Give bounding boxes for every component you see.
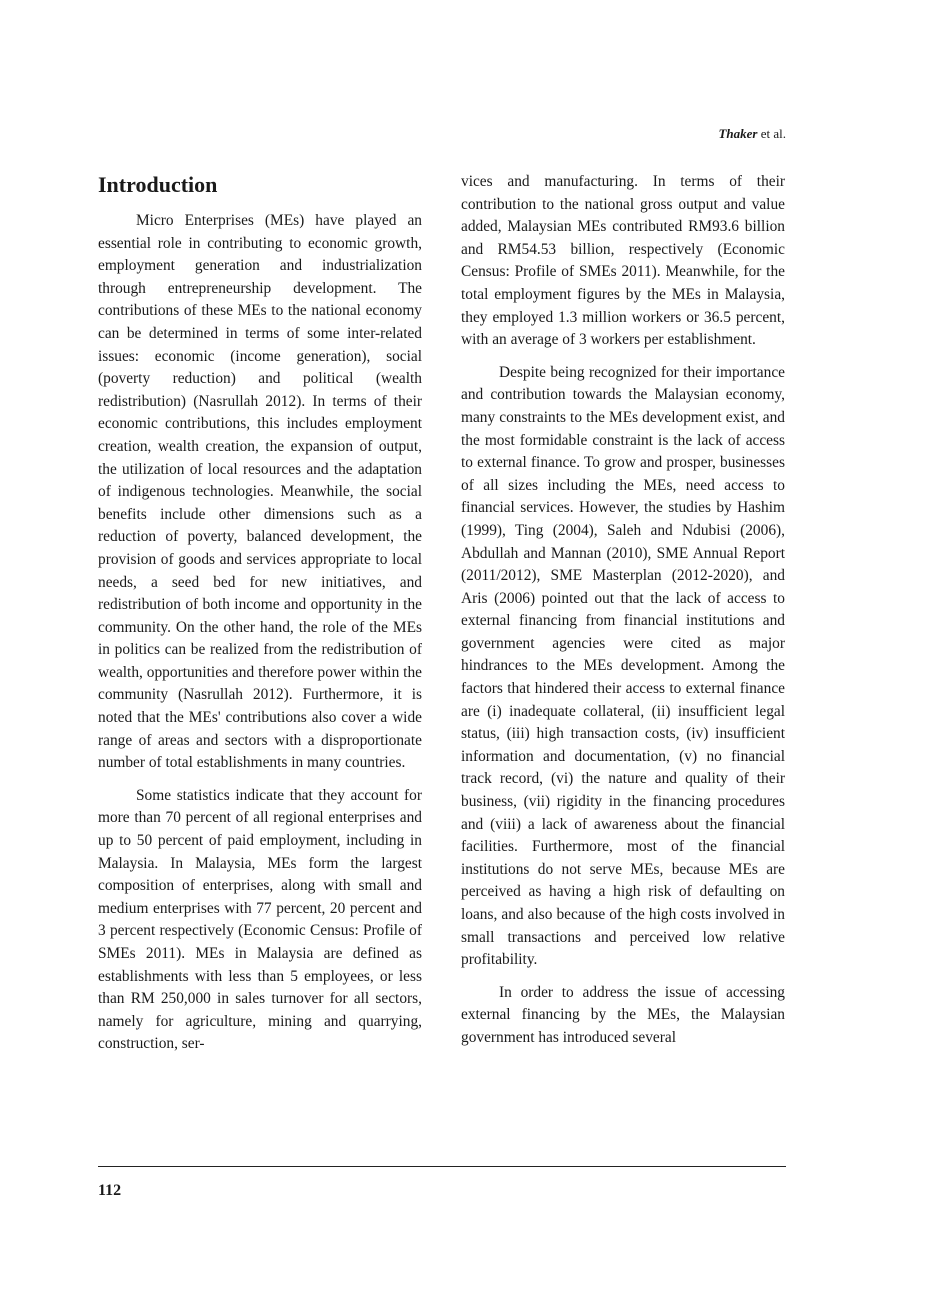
left-column (98, 170, 422, 1066)
right-column (461, 171, 785, 1060)
paragraph: Some statistics indicate that they account for more than 70 percent of all regional enterprises and up to 50 percent of paid employment, including in Malaysia. In Malaysia, MEs form the largest composition of enterprises, along with small and medium enterprises with 77 percent, 20 percent and 3 percent respectively (Economic Census: Profile of SMEs 2011). MEs in Malaysia are defined as establishments with less than 5 employees, or less than RM 250,000 in sales turnover for all sectors, namely for agriculture, mining and quarrying, construction, ser- (98, 786, 422, 1053)
paragraph: Micro Enterprises (MEs) have played an essential role in contributing to economic growth, employment generation and industrialization through entrepreneurship development. The contributions of these MEs to the national economy can be determined in terms of some inter-related issues: economic (income generation), social (poverty reduction) and political (wealth redistribution) (Nasrullah 2012). In terms of their economic contributions, this includes employment creation, wealth creation, the expansion of output, the utilization of local resources and the adaptation of indigenous technologies. Meanwhile, the social benefits include other dimensions such as a reduction of poverty, balanced development, the provision of goods and services appropriate to local needs, a seed bed for new initiatives, and redistribution of both income and opportunity in the community. On the other hand, the role of the MEs in politics can be realized from the redistribution of wealth, opportunities and therefore power within the community (Nasrullah 2012). Furthermore, it is noted that the MEs' contributions also cover a wide range of areas and sectors with a disproportionate number of total establishments in many countries. (98, 212, 422, 772)
header-suffix: et al. (757, 126, 786, 141)
footer-rule (98, 1166, 786, 1167)
running-header (718, 126, 786, 142)
header-author: Thaker (718, 126, 758, 141)
paragraph: vices and manufacturing. In terms of their contribution to the national gross output and value added, Malaysian MEs contributed RM93.6 billion and RM54.53 billion, respectively (Economic Census: Profile of SMEs 2011). Meanwhile, for the total employment figures by the MEs in Malaysia, they employed 1.3 million workers or 36.5 percent, with an average of 3 workers per establishment. (461, 173, 785, 349)
section-title: Introduction (98, 172, 218, 197)
paragraph: Despite being recognized for their importance and contribution towards the Malaysian economy, many constraints to the MEs development exist, and the most formidable constraint is the lack of access to external finance. To grow and prosper, businesses of all sizes including the MEs, need access to financial services. However, the studies by Hashim (1999), Ting (2004), Saleh and Ndubisi (2006), Abdullah and Mannan (2010), SME Annual Report (2011/2012), SME Masterplan (2012-2020), and Aris (2006) pointed out that the lack of access to external financing from financial institutions and government agencies were cited as major hindrances to the MEs development. Among the factors that hindered their access to external finance are (i) inadequate collateral, (ii) insufficient legal status, (iii) high transaction costs, (iv) insufficient information and documentation, (v) no financial track record, (vi) the nature and quality of their business, (vii) rigidity in the financing procedures and (viii) a lack of awareness about the financial facilities. Furthermore, most of the financial institutions do not serve MEs, because MEs are perceived as having a high risk of defaulting on loans, and also because of the high costs involved in small transactions and perceived low relative profitability. (461, 363, 785, 969)
paragraph: In order to address the issue of accessing external financing by the MEs, the Malaysian government has introduced several (461, 983, 785, 1046)
page-number: 112 (98, 1182, 122, 1199)
